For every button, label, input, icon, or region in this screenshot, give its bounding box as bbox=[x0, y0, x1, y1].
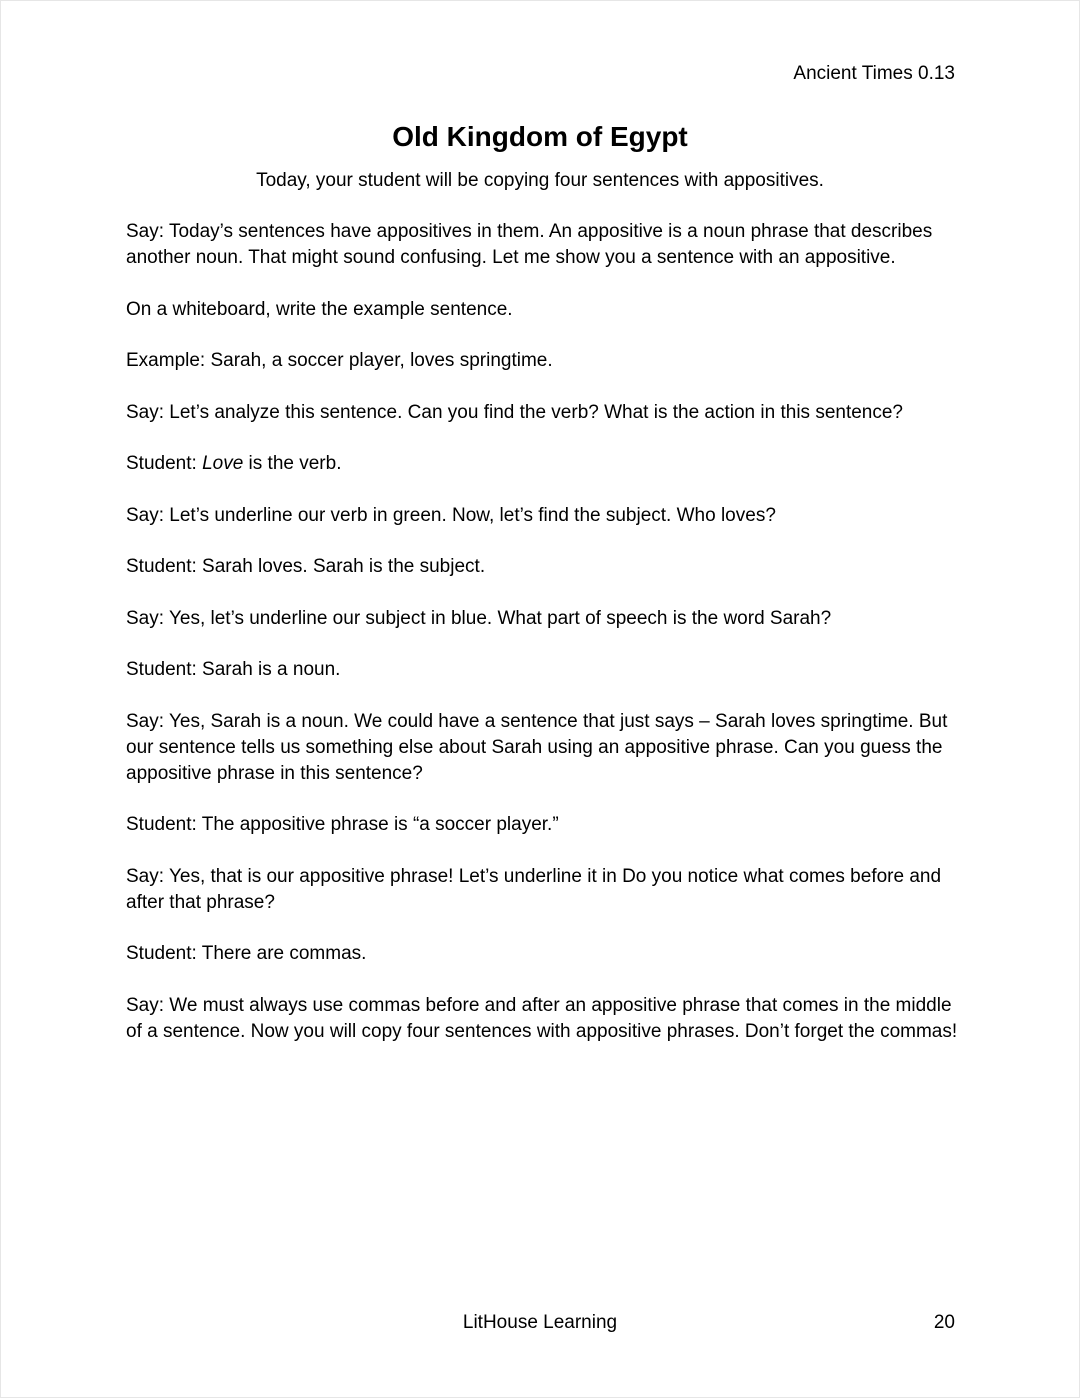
paragraph-student-commas: Student: There are commas. bbox=[126, 943, 367, 964]
lesson-subtitle: Today, your student will be copying four sentences with appositives. bbox=[256, 170, 824, 191]
lesson-body bbox=[126, 219, 962, 1070]
student-prefix: Student: bbox=[126, 453, 203, 474]
paragraph-underline-appositive: Say: Yes, that is our appositive phrase! Let’s underline it in Do you notice what comes before and after that phrase? bbox=[126, 865, 942, 913]
page-title: Old Kingdom of Egypt bbox=[392, 121, 688, 152]
paragraph-example: Example: Sarah, a soccer player, loves springtime. bbox=[126, 350, 553, 371]
paragraph-analyze: Say: Let’s analyze this sentence. Can you find the verb? What is the action in this sentence? bbox=[126, 401, 903, 423]
paragraph-student-appositive: Student: The appositive phrase is “a soccer player.” bbox=[126, 814, 559, 835]
paragraph-underline-subject: Say: Yes, let’s underline our subject in blue. What part of speech is the word Sarah? bbox=[126, 607, 832, 629]
footer-publisher: LitHouse Learning bbox=[462, 1312, 618, 1333]
paragraph-student-verb bbox=[126, 451, 962, 477]
emphasized-word: Love bbox=[202, 453, 244, 474]
paragraph-student-subject: Student: Sarah loves. Sarah is the subject. bbox=[126, 556, 486, 577]
paragraph-underline-verb: Say: Let’s underline our verb in green. Now, let’s find the subject. Who loves? bbox=[126, 504, 776, 526]
paragraph-student-noun: Student: Sarah is a noun. bbox=[126, 659, 341, 680]
paragraph-appositive-explain: Say: Yes, Sarah is a noun. We could have a sentence that just says – Sarah loves springtime. But our sentence tells us something else about Sarah using an appositive phrase. Can you guess the appositive phrase in this sentence? bbox=[126, 710, 948, 784]
paragraph-instruction: On a whiteboard, write the example sentence. bbox=[126, 298, 513, 320]
page-number: 20 bbox=[933, 1312, 955, 1333]
student-suffix: is the verb. bbox=[243, 453, 342, 474]
course-label: Ancient Times 0.13 bbox=[793, 63, 955, 84]
paragraph-intro: Say: Today’s sentences have appositives in them. An appositive is a noun phrase that describes another noun. That might sound confusing. Let me show you a sentence with an appositive. bbox=[126, 221, 933, 268]
paragraph-conclusion: Say: We must always use commas before and after an appositive phrase that comes in the middle of a sentence. Now you will copy four sentences with appositive phrases. Don’t forget the commas! bbox=[126, 994, 958, 1042]
